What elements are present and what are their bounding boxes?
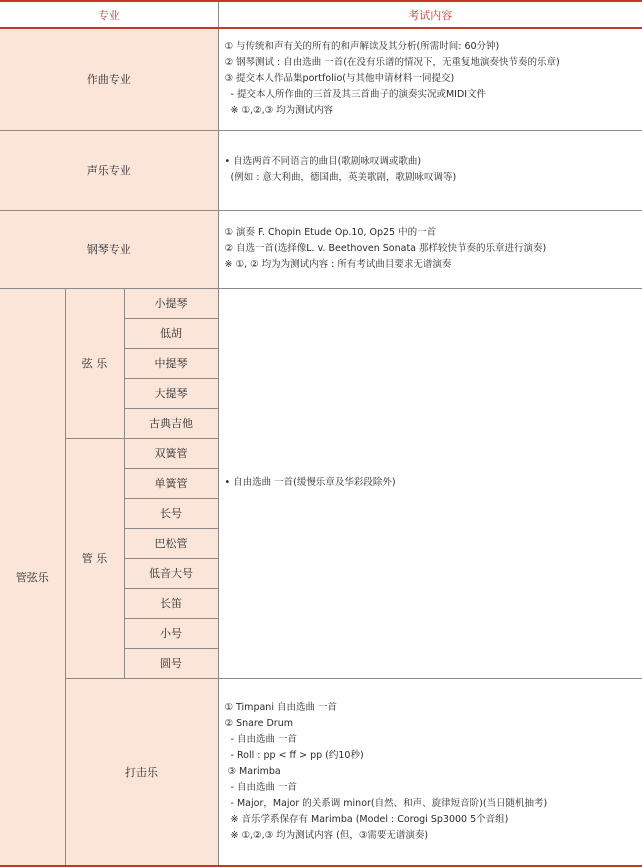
instrument-oboe: 双簧管 xyxy=(124,438,218,468)
content-composition xyxy=(218,28,642,130)
group-winds: 管 乐 xyxy=(65,438,124,678)
instrument-trumpet: 小号 xyxy=(124,618,218,648)
instrument-low-huqin: 低胡 xyxy=(124,318,218,348)
group-percussion: 打击乐 xyxy=(65,678,218,866)
table-row-percussion xyxy=(0,678,642,866)
header-major: 专业 xyxy=(0,1,218,28)
table-row-piano xyxy=(0,210,642,288)
header-content: 考试内容 xyxy=(218,1,642,28)
instrument-bassoon: 巴松管 xyxy=(124,528,218,558)
content-strings-winds: • 自由选曲 一首(缓慢乐章及华彩段除外) xyxy=(218,288,642,678)
content-line: • 自选两首不同语言的曲目(歌剧咏叹调或歌曲) xyxy=(225,154,642,170)
content-line: ※ ①, ② 均为为测试内容 : 所有考试曲目要求无谱演奏 xyxy=(225,257,642,273)
instrument-flute: 长笛 xyxy=(124,588,218,618)
instrument-classical-guitar: 古典吉他 xyxy=(124,408,218,438)
table-header-row xyxy=(0,1,642,28)
content-line: ① Timpani 自由选曲 一首 xyxy=(225,700,642,716)
instrument-viola: 中提琴 xyxy=(124,348,218,378)
content-line: (例如 : 意大利曲，德国曲，英美歌剧，歌剧咏叹调等) xyxy=(225,170,642,186)
content-line: - 提交本人所作曲的三首及其三首曲子的演奏实况或MIDI文件 xyxy=(225,87,642,103)
content-line: - 自由选曲 一首 xyxy=(225,732,642,748)
content-line: ※ 音乐学系保存有 Marimba (Model : Corogi Sp3000 5个音组) xyxy=(225,812,642,828)
content-line: ② Snare Drum xyxy=(225,716,642,732)
instrument-trombone: 长号 xyxy=(124,498,218,528)
content-percussion xyxy=(218,678,642,866)
instrument-cello: 大提琴 xyxy=(124,378,218,408)
content-line: - 自由选曲 一首 xyxy=(225,780,642,796)
content-piano xyxy=(218,210,642,288)
content-line: ② 自选一首(选择像L. v. Beethoven Sonata 那样较快节奏的乐章进行演奏) xyxy=(225,241,642,257)
content-line: ※ ①,②,③ 均为测试内容 xyxy=(225,103,642,119)
major-vocal: 声乐专业 xyxy=(0,130,218,210)
content-line: - Roll : pp < ff > pp (约10秒) xyxy=(225,748,642,764)
table-row-instrument xyxy=(0,288,642,318)
content-line: ③ 提交本人作品集portfolio(与其他申请材料一同提交) xyxy=(225,71,642,87)
major-orchestra: 管弦乐 xyxy=(0,288,65,866)
instrument-horn: 圆号 xyxy=(124,648,218,678)
major-piano: 钢琴专业 xyxy=(0,210,218,288)
major-composition: 作曲专业 xyxy=(0,28,218,130)
content-line: ② 钢琴测试 : 自由选曲 一首(在没有乐谱的情况下，无重复地演奏快节奏的乐章) xyxy=(225,55,642,71)
content-line: - Major，Major 的关系调 minor(自然、和声、旋律短音阶)(当日随机抽考) xyxy=(225,796,642,812)
table-row-composition xyxy=(0,28,642,130)
content-line: ① 与传统和声有关的所有的和声解读及其分析(所需时间: 60分钟) xyxy=(225,39,642,55)
content-vocal xyxy=(218,130,642,210)
instrument-clarinet: 单簧管 xyxy=(124,468,218,498)
group-strings: 弦 乐 xyxy=(65,288,124,438)
table-row-vocal xyxy=(0,130,642,210)
content-line: ① 演奏 F. Chopin Etude Op.10, Op25 中的一首 xyxy=(225,225,642,241)
content-line: ※ ①,②,③ 均为测试内容 (但，③需要无谱演奏) xyxy=(225,828,642,844)
instrument-tuba: 低音大号 xyxy=(124,558,218,588)
content-line: ③ Marimba xyxy=(225,764,642,780)
instrument-violin: 小提琴 xyxy=(124,288,218,318)
